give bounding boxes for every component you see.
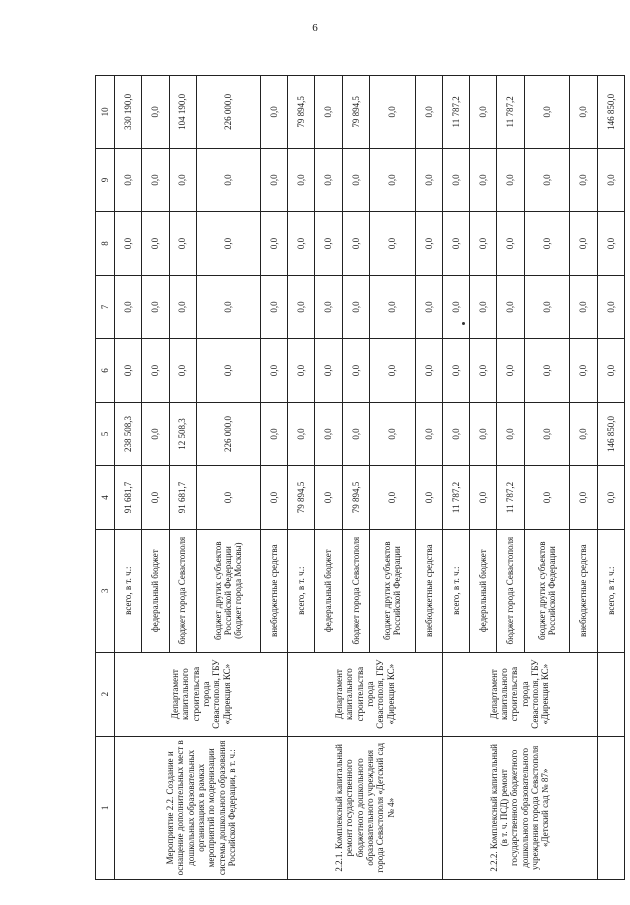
amount-cell: 0,0 [169,212,196,276]
page-number: 6 [312,22,318,34]
amount-cell: 0,0 [442,402,469,466]
amount-cell: 0,0 [570,148,597,212]
rotated-table-frame [95,75,625,880]
amount-cell: 0,0 [196,148,260,212]
amount-cell: 0,0 [169,339,196,403]
header-row [96,76,115,880]
header-cell: 8 [96,212,115,276]
amount-cell: 0,0 [415,76,442,149]
amount-cell: 0,0 [497,402,524,466]
amount-cell: 0,0 [524,402,570,466]
amount-cell: 0,0 [196,275,260,339]
amount-cell: 79 894,5 [342,466,369,530]
amount-cell: 0,0 [196,212,260,276]
header-cell: 1 [96,736,115,879]
amount-cell: 0,0 [570,76,597,149]
amount-cell: 0,0 [442,275,469,339]
amount-cell: 0,0 [524,212,570,276]
amount-cell: 0,0 [115,339,142,403]
amount-cell: 330 190,0 [115,76,142,149]
amount-cell: 0,0 [260,148,287,212]
header-cell: 2 [96,652,115,736]
amount-cell: 11 787,2 [442,76,469,149]
amount-cell: 104 190,0 [169,76,196,149]
amount-cell: 0,0 [142,466,169,530]
amount-cell: 0,0 [497,275,524,339]
amount-cell: 0,0 [288,402,315,466]
amount-cell: 0,0 [142,76,169,149]
header-cell: 6 [96,339,115,403]
amount-cell: 146 850,0 [597,402,624,466]
amount-cell: 0,0 [497,212,524,276]
amount-cell: 0,0 [442,339,469,403]
amount-cell: 0,0 [315,402,342,466]
amount-cell: 0,0 [470,148,497,212]
amount-cell: 0,0 [369,76,415,149]
amount-cell: 0,0 [369,275,415,339]
amount-cell: 146 850,0 [597,76,624,149]
amount-cell: 79 894,5 [342,76,369,149]
amount-cell: 0,0 [260,275,287,339]
funding-table [95,75,625,880]
amount-cell: 0,0 [470,339,497,403]
funding-source-cell: бюджет города Севастополя [169,529,196,652]
amount-cell: 0,0 [524,466,570,530]
amount-cell: 0,0 [142,148,169,212]
amount-cell: 0,0 [196,339,260,403]
amount-cell: 0,0 [524,339,570,403]
header-cell: 5 [96,402,115,466]
amount-cell: 0,0 [342,402,369,466]
amount-cell: 0,0 [442,212,469,276]
amount-cell: 0,0 [142,275,169,339]
amount-cell: 0,0 [288,148,315,212]
amount-cell: 0,0 [497,148,524,212]
amount-cell: 0,0 [570,402,597,466]
amount-cell: 0,0 [442,148,469,212]
amount-cell: 0,0 [315,339,342,403]
amount-cell: 0,0 [288,275,315,339]
amount-cell: 0,0 [315,148,342,212]
amount-cell: 0,0 [369,466,415,530]
funding-source-cell: внебюджетные средства [570,529,597,652]
rotated-table-area [95,75,625,880]
amount-cell: 0,0 [369,339,415,403]
funding-source-cell: внебюджетные средства [415,529,442,652]
amount-cell: 0,0 [470,466,497,530]
amount-cell: 12 508,3 [169,402,196,466]
amount-cell: 226 000,0 [196,76,260,149]
amount-cell: 0,0 [142,339,169,403]
amount-cell: 0,0 [115,148,142,212]
header-cell: 3 [96,529,115,652]
amount-cell: 0,0 [415,275,442,339]
amount-cell: 0,0 [597,212,624,276]
funding-source-cell: всего, в т. ч.: [115,529,142,652]
amount-cell: 91 681,7 [169,466,196,530]
table-row [442,76,469,880]
amount-cell: 0,0 [369,402,415,466]
amount-cell: 0,0 [369,212,415,276]
amount-cell: 0,0 [497,339,524,403]
amount-cell: 11 787,2 [497,76,524,149]
amount-cell: 11 787,2 [442,466,469,530]
amount-cell: 79 894,5 [288,466,315,530]
amount-cell: 0,0 [260,212,287,276]
funding-source-cell: федеральный бюджет [142,529,169,652]
funding-source-cell: федеральный бюджет [315,529,342,652]
header-cell: 7 [96,275,115,339]
header-cell: 4 [96,466,115,530]
amount-cell: 0,0 [315,466,342,530]
amount-cell: 0,0 [415,148,442,212]
funding-source-cell: бюджет других субъектов Российской Федерации [369,529,415,652]
event-name-cell: 2.2.1. Комплексный капитальный ремонт государственного бюджетного дошкольного образовательного учреждения города Севастополя «Детский сад № 4» [288,736,443,879]
amount-cell: 0,0 [342,339,369,403]
amount-cell: 0,0 [342,212,369,276]
executor-cell: Департамент капитального строительства города Севастополя, ГБУ «Дирекция КС» [115,652,288,736]
amount-cell: 0,0 [597,148,624,212]
amount-cell: 0,0 [369,148,415,212]
funding-source-cell: бюджет других субъектов Российской Федерации [524,529,570,652]
amount-cell: 0,0 [315,275,342,339]
funding-source-cell: всего, в т. ч.: [442,529,469,652]
amount-cell: 0,0 [524,148,570,212]
amount-cell: 0,0 [415,339,442,403]
amount-cell: 0,0 [415,402,442,466]
amount-cell: 0,0 [470,76,497,149]
amount-cell: 0,0 [142,212,169,276]
amount-cell: 0,0 [570,275,597,339]
amount-cell: 0,0 [196,466,260,530]
amount-cell: 0,0 [470,402,497,466]
amount-cell: 0,0 [597,466,624,530]
amount-cell: 0,0 [342,275,369,339]
amount-cell: 238 508,3 [115,402,142,466]
header-cell: 9 [96,148,115,212]
ink-mark [462,322,465,325]
amount-cell: 0,0 [524,76,570,149]
amount-cell: 0,0 [260,76,287,149]
amount-cell: 91 681,7 [115,466,142,530]
funding-source-cell: бюджет города Севастополя [497,529,524,652]
funding-source-cell: бюджет других субъектов Российской Федерации (бюджет города Москвы) [196,529,260,652]
amount-cell: 0,0 [570,339,597,403]
amount-cell: 0,0 [260,402,287,466]
amount-cell: 79 894,5 [288,76,315,149]
amount-cell: 0,0 [570,466,597,530]
table-row [597,76,624,880]
amount-cell: 0,0 [524,275,570,339]
amount-cell: 0,0 [260,339,287,403]
table-row [115,76,142,880]
executor-cell [597,652,624,736]
executor-cell: Департамент капитального строительства города Севастополя, ГБУ «Дирекция КС» [288,652,443,736]
amount-cell: 0,0 [142,402,169,466]
amount-cell: 0,0 [470,212,497,276]
amount-cell: 0,0 [597,339,624,403]
amount-cell: 11 787,2 [497,466,524,530]
funding-source-cell: бюджет города Севастополя [342,529,369,652]
header-cell: 10 [96,76,115,149]
funding-source-cell: всего, в т. ч.: [288,529,315,652]
amount-cell: 0,0 [415,466,442,530]
funding-source-cell: федеральный бюджет [470,529,497,652]
amount-cell: 0,0 [115,212,142,276]
amount-cell: 0,0 [115,275,142,339]
amount-cell: 0,0 [260,466,287,530]
amount-cell: 0,0 [288,212,315,276]
amount-cell: 0,0 [570,212,597,276]
table-body [115,76,625,880]
amount-cell: 0,0 [597,275,624,339]
amount-cell: 0,0 [169,148,196,212]
amount-cell: 226 000,0 [196,402,260,466]
amount-cell: 0,0 [288,339,315,403]
event-name-cell: Мероприятие 2.2. Создание и оснащение дополнительных мест в дошкольных образовательных организациях в рамках мероприятий по модернизации системы дошкольного образования Российской Федерации, в т. ч.: [115,736,288,879]
amount-cell: 0,0 [315,76,342,149]
event-name-cell [597,736,624,879]
amount-cell: 0,0 [315,212,342,276]
amount-cell: 0,0 [470,275,497,339]
funding-source-cell: внебюджетные средства [260,529,287,652]
funding-source-cell: всего, в т. ч.: [597,529,624,652]
event-name-cell: 2.2.2. Комплексный капитальный (в т. ч. ПСД) ремонт государственного бюджетного дошкольного образовательного учреждения города Севастополя «Детский сад № 87» [442,736,597,879]
amount-cell: 0,0 [415,212,442,276]
amount-cell: 0,0 [169,275,196,339]
amount-cell: 0,0 [342,148,369,212]
table-row [288,76,315,880]
executor-cell: Департамент капитального строительства города Севастополя, ГБУ «Дирекция КС» [442,652,597,736]
